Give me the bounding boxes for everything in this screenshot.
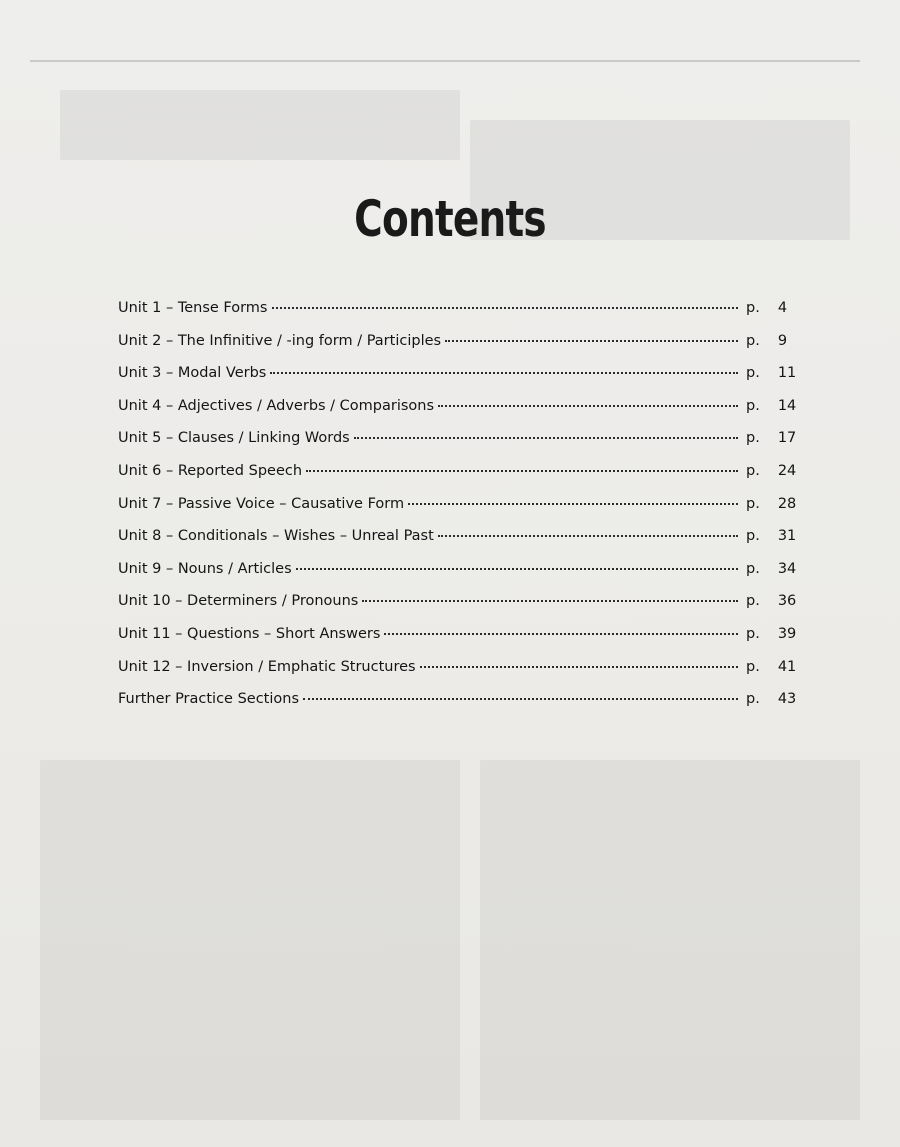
toc-entry[interactable] (118, 430, 797, 463)
toc-entry-page (746, 430, 797, 447)
toc-entry-label: Unit 2 – The Infinitive / -ing form / Participles (118, 332, 442, 349)
show-through-text (40, 760, 460, 1120)
toc-entry-page (746, 528, 797, 545)
toc-entry[interactable] (118, 397, 797, 431)
page-prefix: p. (746, 430, 760, 447)
toc-entry-page (746, 495, 797, 512)
toc-entry[interactable] (118, 658, 797, 692)
page-number: 11 (777, 365, 797, 382)
toc-entry-label: Unit 11 – Questions – Short Answers (118, 625, 381, 642)
page-prefix: p. (746, 365, 760, 382)
dot-leader (303, 698, 738, 700)
toc-entry[interactable] (118, 691, 797, 724)
toc-entry[interactable] (118, 462, 797, 496)
page-prefix: p. (746, 462, 760, 479)
page-prefix: p. (746, 691, 760, 708)
page-prefix: p. (746, 560, 760, 577)
dot-leader (306, 470, 738, 472)
page-number: 41 (777, 658, 797, 675)
toc-entry-page (746, 462, 797, 479)
dot-leader (270, 372, 738, 374)
page-number: 34 (777, 560, 797, 577)
page-number: 36 (777, 593, 797, 610)
page-prefix: p. (746, 593, 760, 610)
toc-entry-label: Unit 1 – Tense Forms (118, 300, 268, 316)
dot-leader (438, 535, 738, 537)
page-number: 14 (777, 397, 797, 414)
page-number: 17 (777, 430, 797, 447)
toc-entry-label: Unit 12 – Inversion / Emphatic Structures (118, 658, 416, 675)
toc-entry[interactable] (118, 625, 797, 659)
toc-entry-label: Unit 6 – Reported Speech (118, 462, 303, 479)
page-number: 39 (777, 625, 797, 642)
toc-entry-page (746, 365, 797, 382)
dot-leader (420, 666, 738, 668)
page-prefix: p. (746, 625, 760, 642)
toc-entry-label: Unit 5 – Clauses / Linking Words (118, 430, 350, 447)
page-prefix: p. (746, 397, 760, 414)
page-number: 43 (777, 691, 797, 708)
page-number: 31 (777, 528, 797, 545)
toc-entry[interactable] (118, 528, 797, 561)
page-prefix: p. (746, 300, 760, 316)
page-prefix: p. (746, 332, 760, 349)
page-number: 9 (777, 332, 788, 349)
page-number: 28 (777, 495, 797, 512)
page-prefix: p. (746, 658, 760, 675)
toc-entry-label: Unit 7 – Passive Voice – Causative Form (118, 495, 405, 512)
dot-leader (438, 405, 738, 407)
toc-entry-label: Unit 9 – Nouns / Articles (118, 560, 292, 577)
dot-leader (354, 437, 738, 439)
toc-entry-page (746, 593, 797, 610)
toc-entry-page (746, 691, 797, 708)
toc-entry[interactable] (118, 365, 797, 398)
toc-entry-label: Unit 3 – Modal Verbs (118, 365, 267, 382)
toc-entry[interactable] (118, 300, 788, 333)
show-through-text (480, 760, 860, 1120)
toc-entry-label: Unit 4 – Adjectives / Adverbs / Comparisons (118, 397, 435, 414)
toc-entry[interactable] (118, 593, 797, 626)
dot-leader (445, 340, 738, 342)
toc-entry-page (746, 333, 788, 349)
toc-entry-label: Unit 10 – Determiners / Pronouns (118, 593, 359, 610)
page-prefix: p. (746, 528, 760, 545)
table-of-contents (118, 300, 797, 724)
toc-entry-page (746, 300, 788, 316)
dot-leader (296, 568, 738, 570)
toc-entry[interactable] (118, 560, 797, 594)
toc-entry-label: Further Practice Sections (118, 691, 300, 708)
page-number: 24 (777, 462, 797, 479)
toc-entry[interactable] (118, 495, 797, 529)
show-through-text (60, 90, 460, 160)
toc-entry-page (746, 658, 797, 675)
dot-leader (272, 307, 739, 309)
toc-entry-page (746, 625, 797, 642)
dot-leader (362, 600, 738, 602)
header-rule (30, 60, 860, 62)
toc-entry-label: Unit 8 – Conditionals – Wishes – Unreal Past (118, 528, 434, 545)
toc-entry-page (746, 397, 797, 414)
page-title: Contents (354, 190, 546, 248)
dot-leader (384, 633, 738, 635)
page-number: 4 (777, 300, 788, 316)
dot-leader (408, 503, 738, 505)
page-prefix: p. (746, 495, 760, 512)
toc-entry[interactable] (118, 333, 788, 366)
toc-entry-page (746, 560, 797, 577)
